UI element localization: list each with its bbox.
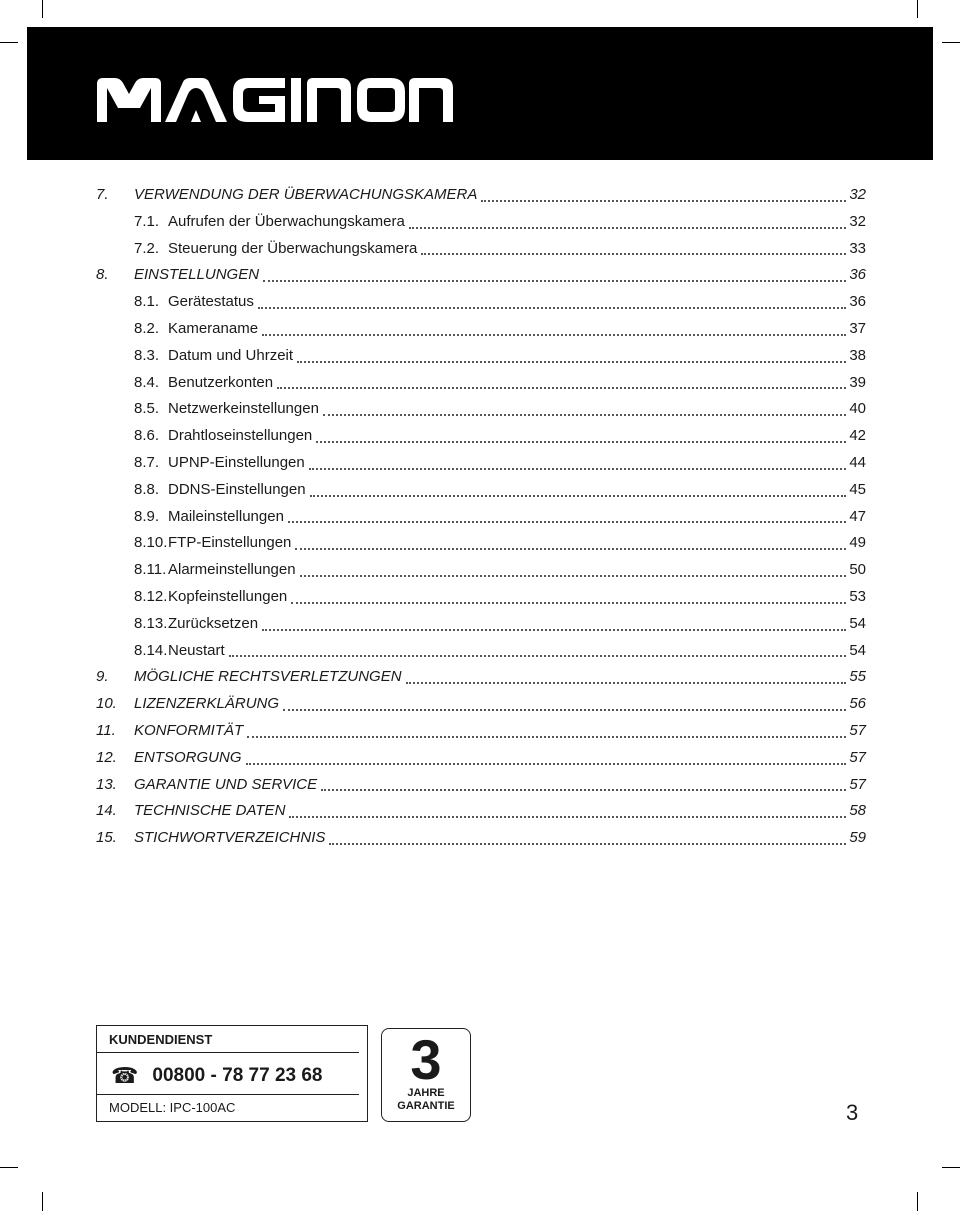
toc-entry-title: Steuerung der Überwachungskamera <box>168 236 419 263</box>
warranty-years: 3 <box>410 1028 442 1091</box>
toc-entry <box>96 798 866 825</box>
toc-entry-number: 8.7. <box>134 453 160 471</box>
toc-leader-dots <box>262 334 846 336</box>
service-heading: KUNDENDIENST <box>109 1032 213 1047</box>
toc-entry <box>96 477 866 504</box>
toc-leader-dots <box>277 387 846 389</box>
toc-entry-page: 54 <box>847 611 866 638</box>
toc-entry-page: 54 <box>847 638 866 665</box>
toc-entry-number: 8. <box>96 266 109 284</box>
toc-entry <box>96 772 866 799</box>
toc-entry-number: 8.6. <box>134 427 160 445</box>
toc-leader-dots <box>246 763 846 765</box>
toc-entry-number: 8.10. <box>134 534 168 552</box>
toc-entry-page: 37 <box>847 316 866 343</box>
toc-entry-number: 8.4. <box>134 373 160 391</box>
toc-entry <box>96 611 866 638</box>
toc-entry-title: ENTSORGUNG <box>134 745 244 772</box>
toc-leader-dots <box>310 495 846 497</box>
toc-entry-title: Alarmeinstellungen <box>168 557 298 584</box>
crop-mark <box>917 1192 918 1211</box>
toc-entry-number: 8.14. <box>134 641 168 659</box>
toc-entry-number: 8.1. <box>134 293 160 311</box>
crop-mark <box>0 1167 18 1168</box>
toc-leader-dots <box>481 200 846 202</box>
toc-entry-title: Zurücksetzen <box>168 611 260 638</box>
toc-entry <box>96 638 866 665</box>
toc-entry-page: 50 <box>847 557 866 584</box>
toc-entry-number: 14. <box>96 802 117 820</box>
toc-entry-number: 7.2. <box>134 239 160 257</box>
toc-entry-page: 47 <box>847 504 866 531</box>
toc-entry-title: Benutzerkonten <box>168 370 275 397</box>
toc-leader-dots <box>258 307 846 309</box>
toc-leader-dots <box>263 280 846 282</box>
toc-entry <box>96 423 866 450</box>
toc-entry-title: Kopfeinstellungen <box>168 584 289 611</box>
phone-number: 00800 - 78 77 23 68 <box>152 1065 323 1086</box>
toc-entry-page: 57 <box>847 718 866 745</box>
toc-entry-number: 11. <box>96 721 116 739</box>
toc-entry-page: 38 <box>847 343 866 370</box>
toc-entry <box>96 396 866 423</box>
toc-entry-title: LIZENZERKLÄRUNG <box>134 691 281 718</box>
toc-entry-page: 58 <box>847 798 866 825</box>
toc-entry <box>96 262 866 289</box>
toc-entry <box>96 718 866 745</box>
toc-entry-page: 36 <box>847 289 866 316</box>
toc-entry-page: 42 <box>847 423 866 450</box>
toc-entry-title: Netzwerkeinstellungen <box>168 396 321 423</box>
toc-entry-number: 8.12. <box>134 587 168 605</box>
divider <box>97 1094 359 1095</box>
toc-leader-dots <box>409 227 846 229</box>
toc-entry-number: 8.2. <box>134 319 160 337</box>
toc-entry-title: Maileinstellungen <box>168 504 286 531</box>
toc-entry <box>96 450 866 477</box>
toc-entry-page: 32 <box>847 182 866 209</box>
toc-leader-dots <box>283 709 846 711</box>
toc-entry <box>96 530 866 557</box>
crop-mark <box>42 1192 43 1211</box>
crop-mark <box>942 1167 960 1168</box>
toc-entry <box>96 691 866 718</box>
warranty-line-1: JAHRE <box>407 1087 445 1099</box>
toc-entry-title: EINSTELLUNGEN <box>134 262 261 289</box>
toc-entry-number: 8.5. <box>134 400 160 418</box>
toc-entry <box>96 370 866 397</box>
toc-leader-dots <box>289 816 846 818</box>
maginon-logo <box>95 72 455 130</box>
toc-entry-title: Gerätestatus <box>168 289 256 316</box>
toc-entry-page: 55 <box>847 664 866 691</box>
toc-entry-title: KONFORMITÄT <box>134 718 245 745</box>
toc-leader-dots <box>323 414 846 416</box>
toc-entry-number: 7.1. <box>134 212 160 230</box>
toc-entry <box>96 343 866 370</box>
toc-entry <box>96 825 866 852</box>
toc-entry-page: 33 <box>847 236 866 263</box>
toc-leader-dots <box>421 253 846 255</box>
toc-entry <box>96 236 866 263</box>
crop-mark <box>942 42 960 43</box>
table-of-contents <box>96 182 866 852</box>
toc-entry-number: 15. <box>96 829 117 847</box>
toc-entry <box>96 664 866 691</box>
toc-entry-page: 49 <box>847 530 866 557</box>
toc-entry <box>96 745 866 772</box>
toc-entry-number: 9. <box>96 668 109 686</box>
toc-entry-page: 59 <box>847 825 866 852</box>
phone-row <box>111 1062 323 1090</box>
toc-entry-number: 13. <box>96 775 117 793</box>
toc-entry-title: UPNP-Einstellungen <box>168 450 307 477</box>
toc-entry-title: GARANTIE UND SERVICE <box>134 772 319 799</box>
toc-entry <box>96 504 866 531</box>
toc-entry-page: 40 <box>847 396 866 423</box>
toc-leader-dots <box>329 843 846 845</box>
divider <box>97 1052 359 1053</box>
toc-entry-number: 8.13. <box>134 614 168 632</box>
toc-entry-page: 45 <box>847 477 866 504</box>
toc-entry-number: 7. <box>96 186 109 203</box>
toc-entry-title: Kameraname <box>168 316 260 343</box>
toc-entry-title: TECHNISCHE DATEN <box>134 798 287 825</box>
crop-mark <box>0 42 18 43</box>
toc-entry-number: 8.8. <box>134 480 160 498</box>
toc-entry-title: DDNS-Einstellungen <box>168 477 308 504</box>
toc-entry-title: VERWENDUNG DER ÜBERWACHUNGSKAMERA <box>134 182 479 209</box>
page-number: 3 <box>846 1100 859 1125</box>
toc-leader-dots <box>262 629 846 631</box>
toc-entry-page: 32 <box>847 209 866 236</box>
toc-entry <box>96 316 866 343</box>
toc-entry <box>96 584 866 611</box>
toc-leader-dots <box>291 602 846 604</box>
telephone-icon: ☎ <box>111 1063 139 1088</box>
toc-leader-dots <box>300 575 846 577</box>
toc-entry <box>96 289 866 316</box>
toc-leader-dots <box>321 789 846 791</box>
toc-entry-title: STICHWORTVERZEICHNIS <box>134 825 327 852</box>
toc-leader-dots <box>295 548 846 550</box>
toc-entry-title: Neustart <box>168 638 227 665</box>
toc-entry-page: 39 <box>847 370 866 397</box>
toc-leader-dots <box>309 468 846 470</box>
toc-leader-dots <box>316 441 846 443</box>
customer-service-box <box>96 1025 368 1122</box>
toc-entry-title: Drahtloseinstellungen <box>168 423 314 450</box>
toc-entry <box>96 557 866 584</box>
toc-entry-number: 8.9. <box>134 507 160 525</box>
toc-leader-dots <box>229 655 846 657</box>
toc-entry-page: 53 <box>847 584 866 611</box>
toc-entry-page: 56 <box>847 691 866 718</box>
toc-entry <box>96 182 866 209</box>
crop-mark <box>42 0 43 18</box>
toc-entry-title: MÖGLICHE RECHTSVERLETZUNGEN <box>134 664 404 691</box>
warranty-text <box>382 1087 470 1113</box>
toc-entry-title: FTP-Einstellungen <box>168 530 293 557</box>
toc-entry-number: 12. <box>96 748 117 766</box>
toc-leader-dots <box>247 736 846 738</box>
toc-leader-dots <box>406 682 846 684</box>
toc-leader-dots <box>297 361 846 363</box>
toc-entry-title: Datum und Uhrzeit <box>168 343 295 370</box>
toc-entry-page: 57 <box>847 772 866 799</box>
model-label: MODELL: IPC-100AC <box>109 1100 236 1115</box>
toc-entry-page: 44 <box>847 450 866 477</box>
toc-entry-title: Aufrufen der Überwachungskamera <box>168 209 407 236</box>
toc-entry <box>96 209 866 236</box>
toc-entry-page: 57 <box>847 745 866 772</box>
crop-mark <box>917 0 918 18</box>
warranty-line-2: GARANTIE <box>397 1100 455 1112</box>
toc-entry-number: 8.3. <box>134 346 160 364</box>
toc-entry-number: 10. <box>96 695 117 713</box>
toc-leader-dots <box>288 521 846 523</box>
warranty-badge <box>381 1028 471 1122</box>
toc-entry-number: 8.11. <box>134 561 167 579</box>
toc-entry-page: 36 <box>847 262 866 289</box>
